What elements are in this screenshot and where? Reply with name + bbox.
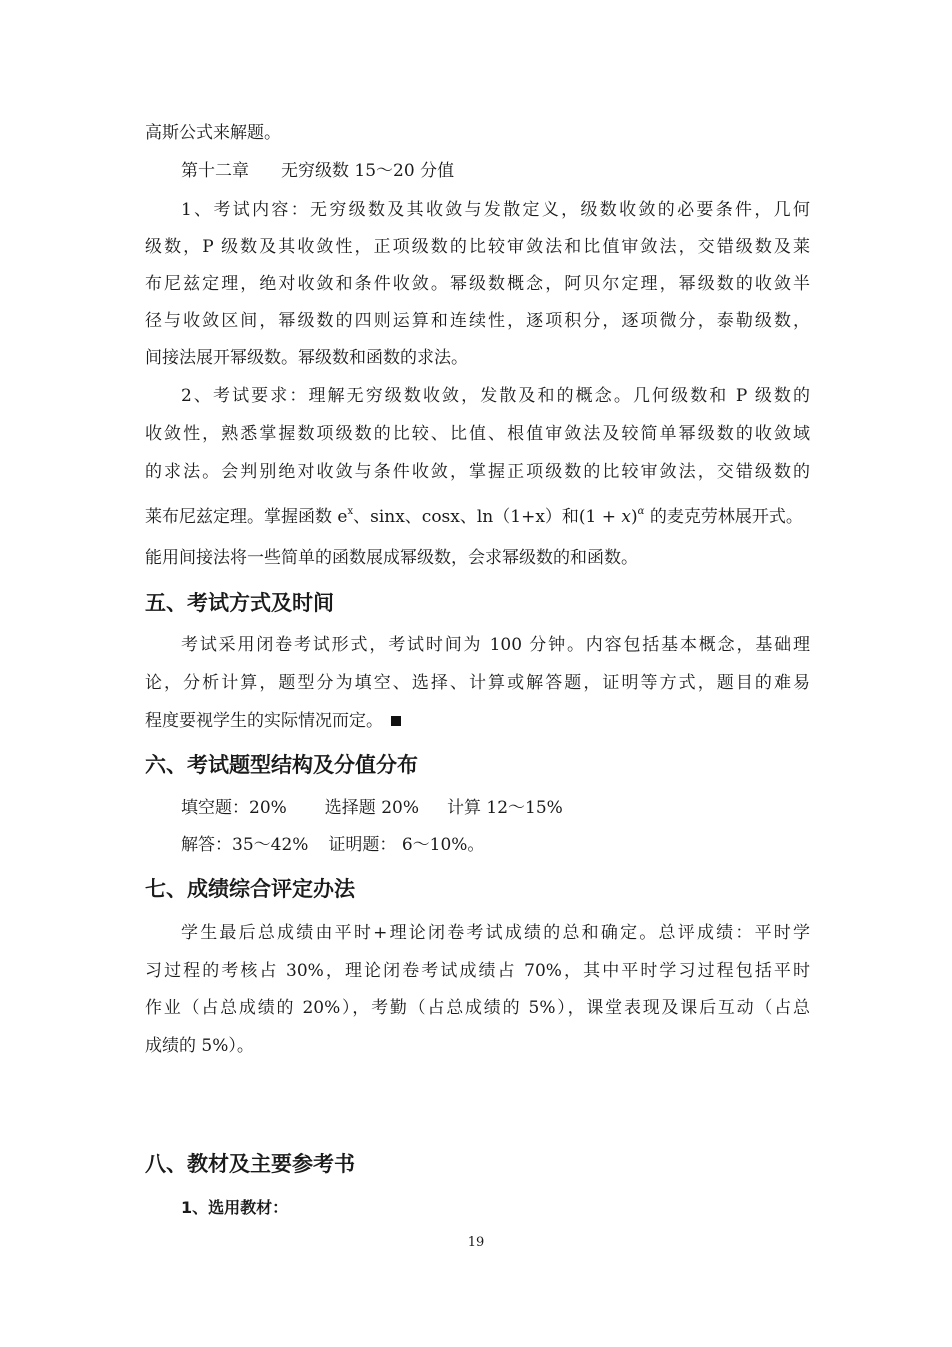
paragraph-line xyxy=(145,710,810,732)
formula-part: (1 + xyxy=(578,507,622,527)
score-distribution-row xyxy=(181,834,810,856)
section-heading: 六、考试题型结构及分值分布 xyxy=(145,753,418,777)
chapter-number: 第十二章 xyxy=(181,161,249,181)
score-proof: 证明题： 6～10%。 xyxy=(328,835,485,855)
paragraph-line: 成绩的 5%）。 xyxy=(145,1036,254,1056)
score-choice: 选择题 20% xyxy=(324,798,419,818)
score-answer: 解答：35～42% xyxy=(181,835,309,855)
math-formula xyxy=(579,507,645,527)
chapter-12-heading xyxy=(181,160,810,182)
text-segment: 莱布尼兹定理。掌握函数 e xyxy=(145,507,348,527)
score-distribution-row xyxy=(181,797,810,819)
section-heading: 八、教材及主要参考书 xyxy=(145,1152,355,1176)
paragraph-line: 径与收敛区间，幂级数的四则运算和连续性，逐项积分，逐项微分，泰勒级数， xyxy=(145,311,810,331)
paragraph-line: 收敛性，熟悉掌握数项级数的比较、比值、根值审敛法及较简单幂级数的收敛域 xyxy=(145,424,810,444)
score-fill: 填空题：20% xyxy=(181,798,287,818)
chapter-topic: 无穷级数 15～20 分值 xyxy=(281,161,455,181)
paragraph-line: 2、考试要求：理解无穷级数收敛，发散及和的概念。几何级数和 P 级数的 xyxy=(181,386,810,406)
paragraph-line: 习过程的考核占 30%，理论闭卷考试成绩占 70%，其中平时学习过程包括平时 xyxy=(145,961,810,981)
page-number: 19 xyxy=(467,1235,485,1250)
subsection-heading: 1、选用教材： xyxy=(181,1198,289,1217)
section-heading: 五、考试方式及时间 xyxy=(145,591,334,615)
paragraph-line xyxy=(145,506,810,528)
text-line: 高斯公式来解题。 xyxy=(145,123,281,143)
formula-exponent: α xyxy=(637,506,645,517)
paragraph-line: 能用间接法将一些简单的函数展成幂级数，会求幂级数的和函数。 xyxy=(145,548,638,568)
superscript: x xyxy=(347,506,354,517)
paragraph-line: 论，分析计算，题型分为填空、选择、计算或解答题，证明等方式，题目的难易 xyxy=(145,673,810,693)
formula-variable: x xyxy=(621,507,632,527)
paragraph-line: 布尼兹定理，绝对收敛和条件收敛。幂级数概念，阿贝尔定理，幂级数的收敛半 xyxy=(145,274,810,294)
end-mark-square-icon xyxy=(391,716,401,726)
paragraph-line: 1、考试内容：无穷级数及其收敛与发散定义，级数收敛的必要条件，几何 xyxy=(181,200,810,220)
text-segment: 的麦克劳林展开式。 xyxy=(644,507,803,527)
paragraph-line: 考试采用闭卷考试形式，考试时间为 100 分钟。内容包括基本概念，基础理 xyxy=(181,635,810,655)
paragraph-line: 间接法展开幂级数。幂级数和函数的求法。 xyxy=(145,348,468,368)
section-heading: 七、成绩综合评定办法 xyxy=(145,877,355,901)
paragraph-line: 学生最后总成绩由平时+理论闭卷考试成绩的总和确定。总评成绩：平时学 xyxy=(181,923,810,943)
score-calc: 计算 12～15% xyxy=(447,798,563,818)
formula-part: ) xyxy=(631,507,638,527)
paragraph-line: 级数，P 级数及其收敛性，正项级数的比较审敛法和比值审敛法，交错级数及莱 xyxy=(145,237,810,257)
paragraph-line: 作业（占总成绩的 20%），考勤（占总成绩的 5%），课堂表现及课后互动（占总 xyxy=(145,998,810,1018)
paragraph-line: 的求法。会判别绝对收敛与条件收敛，掌握正项级数的比较审敛法，交错级数的 xyxy=(145,462,810,482)
text-segment: 程度要视学生的实际情况而定。 xyxy=(145,711,383,731)
text-segment: 、sinx、cosx、ln（1+x）和 xyxy=(353,507,579,527)
